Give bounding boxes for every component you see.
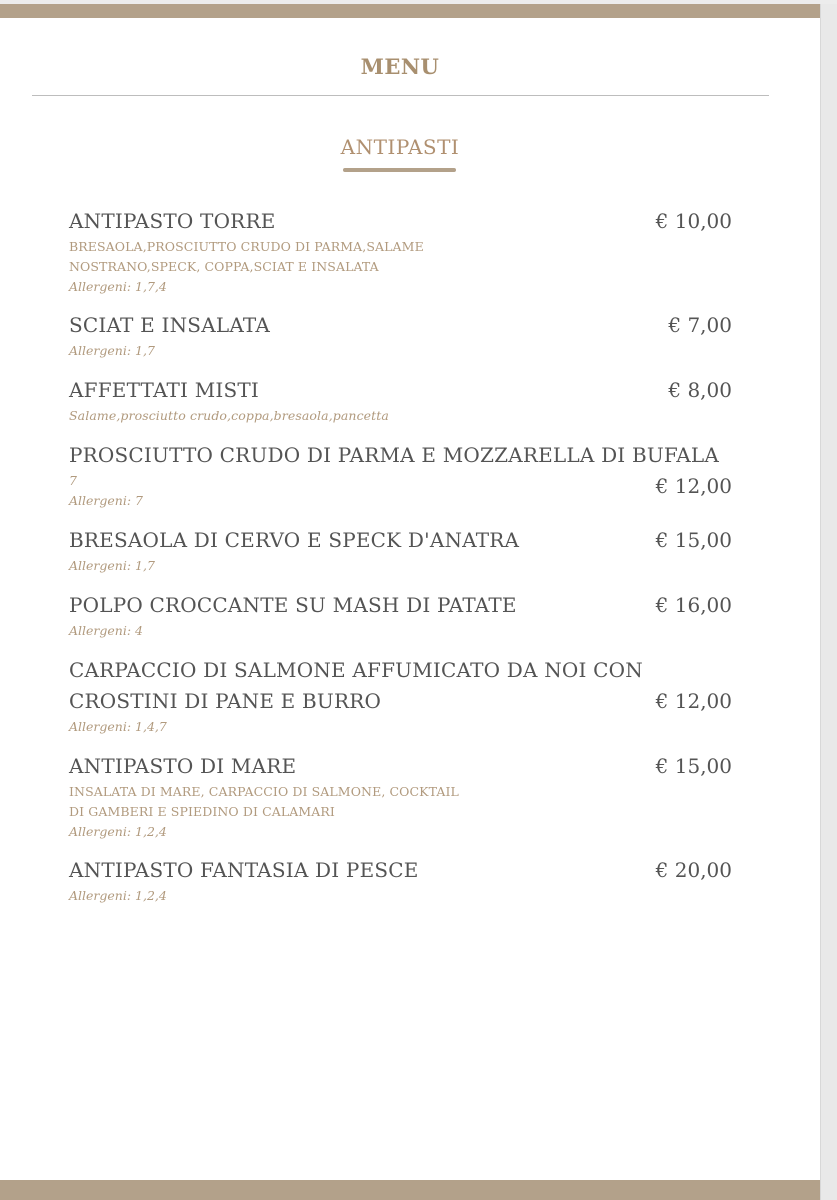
- item-allergens: Allergeni: 4: [69, 623, 143, 638]
- top-band: [0, 4, 820, 18]
- item-allergens: Allergeni: 1,7: [69, 558, 155, 573]
- item-name: PROSCIUTTO CRUDO DI PARMA E MOZZARELLA DI BUFALA: [69, 443, 720, 467]
- item-price: € 16,00: [655, 593, 732, 617]
- item-price: € 12,00: [655, 689, 732, 713]
- item-price: € 12,00: [655, 474, 732, 498]
- item-allergens: Allergeni: 1,2,4: [69, 824, 167, 839]
- item-description: INSALATA DI MARE, CARPACCIO DI SALMONE, COCKTAIL: [69, 784, 459, 799]
- menu-item-bresaola-cervo: [69, 525, 732, 576]
- item-name: CARPACCIO DI SALMONE AFFUMICATO DA NOI CON: [69, 658, 643, 682]
- title-divider: [32, 95, 769, 96]
- item-price: € 10,00: [655, 209, 732, 233]
- page-edge: [820, 4, 837, 1200]
- item-allergens: Allergeni: 1,7: [69, 343, 155, 358]
- item-allergens: Allergeni: 1,2,4: [69, 888, 167, 903]
- item-name: SCIAT E INSALATA: [69, 313, 270, 337]
- menu-item-antipasto-di-mare: [69, 751, 732, 842]
- item-price: € 15,00: [655, 528, 732, 552]
- item-price: € 8,00: [668, 378, 732, 402]
- section-title: ANTIPASTI: [340, 135, 460, 159]
- item-allergens: Allergeni: 7: [69, 493, 143, 508]
- menu-item-antipasto-torre: [69, 206, 732, 297]
- item-name: CROSTINI DI PANE E BURRO: [69, 689, 382, 713]
- menu-item-affettati-misti: [69, 375, 732, 426]
- item-name: ANTIPASTO DI MARE: [69, 754, 297, 778]
- item-name: ANTIPASTO FANTASIA DI PESCE: [69, 858, 419, 882]
- item-name: BRESAOLA DI CERVO E SPECK D'ANATRA: [69, 528, 520, 552]
- menu-item-polpo-croccante: [69, 590, 732, 641]
- menu-item-sciat-e-insalata: [69, 310, 732, 361]
- menu-item-prosciutto-mozzarella: [69, 440, 732, 511]
- menu-item-carpaccio-salmone: [69, 655, 732, 737]
- bottom-band: [0, 1180, 820, 1200]
- item-price: € 15,00: [655, 754, 732, 778]
- item-description: 7: [69, 473, 78, 488]
- item-name: ANTIPASTO TORRE: [69, 209, 276, 233]
- item-allergens: Allergeni: 1,4,7: [69, 719, 167, 734]
- item-description: NOSTRANO,SPECK, COPPA,SCIAT E INSALATA: [69, 259, 379, 274]
- menu-title: MENU: [360, 54, 440, 79]
- item-description: DI GAMBERI E SPIEDINO DI CALAMARI: [69, 804, 335, 819]
- section-underline: [343, 168, 456, 172]
- item-price: € 7,00: [668, 313, 732, 337]
- item-name: AFFETTATI MISTI: [69, 378, 260, 402]
- item-description: Salame,prosciutto crudo,coppa,bresaola,pancetta: [69, 408, 389, 423]
- item-description: BRESAOLA,PROSCIUTTO CRUDO DI PARMA,SALAME: [69, 239, 424, 254]
- item-name: POLPO CROCCANTE SU MASH DI PATATE: [69, 593, 517, 617]
- item-price: € 20,00: [655, 858, 732, 882]
- menu-item-fantasia-di-pesce: [69, 855, 732, 906]
- menu-page: [0, 4, 820, 1200]
- item-allergens: Allergeni: 1,7,4: [69, 279, 167, 294]
